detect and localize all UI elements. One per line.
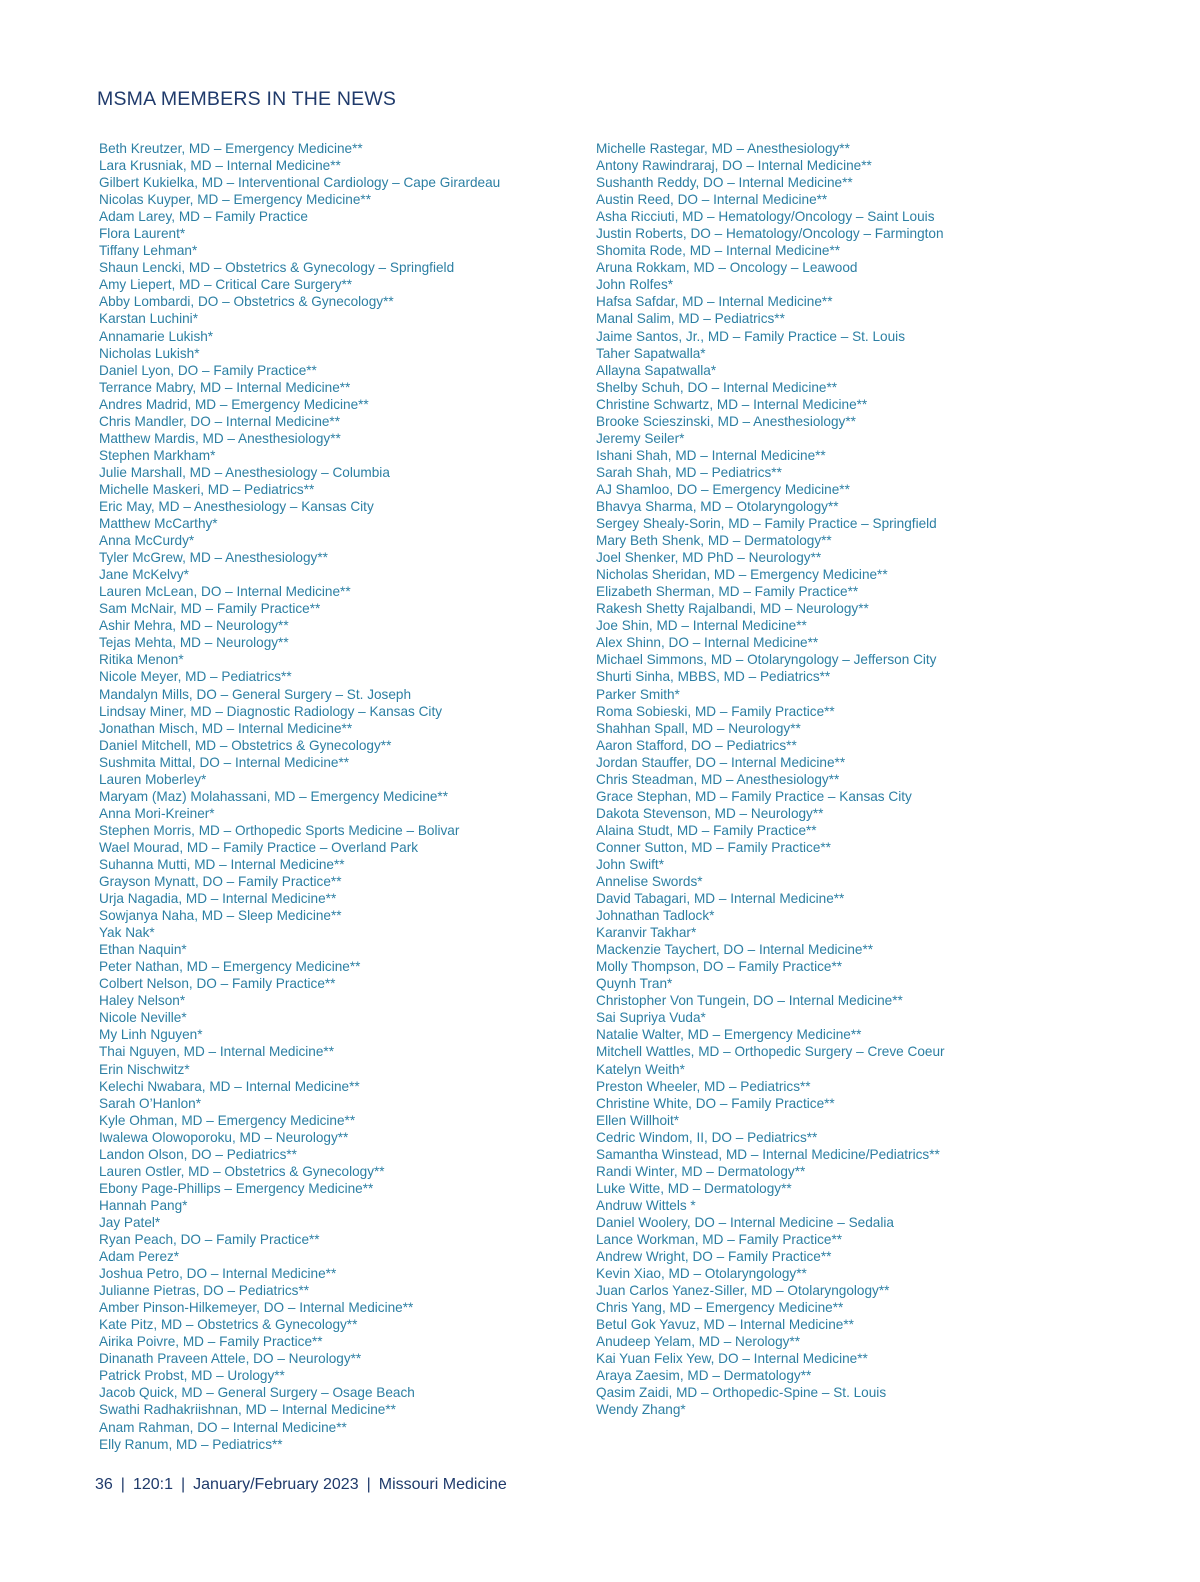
member-entry: Conner Sutton, MD – Family Practice** [596,839,831,855]
member-entry: Michelle Maskeri, MD – Pediatrics** [99,481,315,497]
member-entry: Peter Nathan, MD – Emergency Medicine** [99,959,361,975]
issue-date: January/February 2023 [193,1476,359,1493]
member-entry: Grace Stephan, MD – Family Practice – Kansas City [596,788,912,804]
member-entry: Julie Marshall, MD – Anesthesiology – Columbia [99,464,390,480]
member-entry: Lara Krusniak, MD – Internal Medicine** [99,158,341,174]
footer-separator: | [181,1476,186,1493]
member-entry: My Linh Nguyen* [99,1027,203,1043]
member-entry: Elizabeth Sherman, MD – Family Practice** [596,584,859,600]
member-entry: Beth Kreutzer, MD – Emergency Medicine** [99,141,363,156]
member-entry: Lance Workman, MD – Family Practice** [596,1232,843,1247]
member-entry: Eric May, MD – Anesthesiology – Kansas City [99,498,374,514]
member-entry: Mitchell Wattles, MD – Orthopedic Surgery – Creve Coeur [596,1044,945,1060]
member-entry: Jonathan Misch, MD – Internal Medicine** [99,720,353,736]
member-entry: Terrance Mabry, MD – Internal Medicine** [99,379,351,395]
member-entry: Lindsay Miner, MD – Diagnostic Radiology – Kansas City [99,703,443,719]
member-entry: Daniel Mitchell, MD – Obstetrics & Gynecology** [99,737,392,753]
member-entry: Joe Shin, MD – Internal Medicine** [596,618,807,634]
member-entry: Airika Poivre, MD – Family Practice** [99,1334,323,1350]
member-entry: Kyle Ohman, MD – Emergency Medicine** [99,1112,356,1128]
member-entry: Thai Nguyen, MD – Internal Medicine** [99,1044,334,1060]
member-entry: Nicholas Lukish* [99,345,200,361]
member-entry: Grayson Mynatt, DO – Family Practice** [99,874,342,890]
member-entry: Shelby Schuh, DO – Internal Medicine** [596,379,838,395]
member-entry: Anna Mori-Kreiner* [99,805,215,821]
member-entry: Brooke Scieszinski, MD – Anesthesiology** [596,413,856,429]
member-entry: Sushanth Reddy, DO – Internal Medicine** [596,175,853,191]
member-entry: Annelise Swords* [596,874,703,890]
member-entry: Chris Steadman, MD – Anesthesiology** [596,771,840,787]
member-entry: Chris Yang, MD – Emergency Medicine** [596,1300,844,1316]
member-entry: Cedric Windom, II, DO – Pediatrics** [596,1129,818,1145]
member-entry: Shaun Lencki, MD – Obstetrics & Gynecology – Springfield [99,260,455,276]
member-entry: Jaime Santos, Jr., MD – Family Practice – St. Louis [596,328,905,344]
member-entry: Tejas Mehta, MD – Neurology** [99,635,289,651]
member-entry: Johnathan Tadlock* [596,908,715,924]
member-entry: Landon Olson, DO – Pediatrics** [99,1146,297,1162]
member-entry: Aruna Rokkam, MD – Oncology – Leawood [596,260,858,276]
member-entry: David Tabagari, MD – Internal Medicine** [596,891,845,907]
member-entry: Justin Roberts, DO – Hematology/Oncology – Farmington [596,226,944,242]
member-entry: Suhanna Mutti, MD – Internal Medicine** [99,856,345,872]
member-entry: Andrew Wright, DO – Family Practice** [596,1249,832,1265]
member-entry: Dakota Stevenson, MD – Neurology** [596,805,824,821]
member-entry: Daniel Lyon, DO – Family Practice** [99,362,317,378]
member-entry: Daniel Woolery, DO – Internal Medicine – Sedalia [596,1214,894,1230]
member-entry: Karanvir Takhar* [596,925,697,941]
member-entry: Shahhan Spall, MD – Neurology** [596,720,801,736]
member-entry: Ryan Peach, DO – Family Practice** [99,1232,320,1247]
member-entry: Joshua Petro, DO – Internal Medicine** [99,1266,337,1282]
page-title: MSMA MEMBERS IN THE NEWS [97,88,397,110]
member-entry: Sushmita Mittal, DO – Internal Medicine** [99,754,350,770]
member-entry: Yak Nak* [99,925,155,941]
member-entry: Andres Madrid, MD – Emergency Medicine** [99,396,369,412]
member-entry: Ashir Mehra, MD – Neurology** [99,618,289,634]
member-entry: Tyler McGrew, MD – Anesthesiology** [99,550,328,566]
member-entry: Qasim Zaidi, MD – Orthopedic-Spine – St. Louis [596,1385,887,1401]
member-entry: Katelyn Weith* [596,1061,685,1077]
member-entry: Dinanath Praveen Attele, DO – Neurology** [99,1351,362,1367]
member-entry: Swathi Radhakriishnan, MD – Internal Medicine** [99,1402,396,1418]
member-entry: Stephen Morris, MD – Orthopedic Sports Medicine – Bolivar [99,822,460,838]
page-footer [95,1476,507,1494]
member-entry: Matthew McCarthy* [99,516,218,532]
member-entry: Araya Zaesim, MD – Dermatology** [596,1368,812,1384]
member-entry: Wendy Zhang* [596,1402,686,1418]
member-entry: Ethan Naquin* [99,942,187,958]
member-entry: Mandalyn Mills, DO – General Surgery – St. Joseph [99,686,412,702]
member-entry: Alaina Studt, MD – Family Practice** [596,822,817,838]
member-entry: Anna McCurdy* [99,533,195,549]
member-entry: Antony Rawindraraj, DO – Internal Medicine** [596,158,872,174]
member-entry: Stephen Markham* [99,447,216,463]
member-entry: Gilbert Kukielka, MD – Interventional Cardiology – Cape Girardeau [99,175,501,191]
member-entry: Sarah O’Hanlon* [99,1095,202,1111]
member-entry: Amber Pinson-Hilkemeyer, DO – Internal Medicine** [99,1300,414,1316]
member-entry: Sergey Shealy-Sorin, MD – Family Practice – Springfield [596,516,937,532]
publication-name: Missouri Medicine [378,1476,507,1493]
member-entry: Jane McKelvy* [99,567,189,583]
member-entry: Kevin Xiao, MD – Otolaryngology** [596,1266,807,1282]
member-entry: Kelechi Nwabara, MD – Internal Medicine** [99,1078,360,1094]
member-entry: Rakesh Shetty Rajalbandi, MD – Neurology** [596,601,869,617]
member-entry: Aaron Stafford, DO – Pediatrics** [596,737,797,753]
member-entry: Wael Mourad, MD – Family Practice – Overland Park [99,839,419,855]
member-entry: Amy Liepert, MD – Critical Care Surgery** [99,277,353,293]
footer-separator: | [366,1476,371,1493]
member-entry: Chris Mandler, DO – Internal Medicine** [99,413,341,429]
member-entry: Taher Sapatwalla* [596,345,706,361]
member-entry: Andruw Wittels * [596,1197,696,1213]
member-entry: Austin Reed, DO – Internal Medicine** [596,192,828,208]
member-entry: Molly Thompson, DO – Family Practice** [596,959,843,975]
member-entry: Lauren Ostler, MD – Obstetrics & Gynecology** [99,1163,385,1179]
member-entry: Hannah Pang* [99,1197,188,1213]
member-entry: Abby Lombardi, DO – Obstetrics & Gynecology** [99,294,394,310]
member-entry: Samantha Winstead, MD – Internal Medicine/Pediatrics** [596,1146,940,1162]
member-entry: Jay Patel* [99,1214,161,1230]
member-entry: Preston Wheeler, MD – Pediatrics** [596,1078,811,1094]
member-entry: Sai Supriya Vuda* [596,1010,706,1026]
member-entry: Juan Carlos Yanez-Siller, MD – Otolaryngology** [596,1283,890,1299]
member-entry: Nicole Neville* [99,1010,187,1026]
member-entry: Shomita Rode, MD – Internal Medicine** [596,243,841,259]
member-entry: Sowjanya Naha, MD – Sleep Medicine** [99,908,342,924]
member-entry: Colbert Nelson, DO – Family Practice** [99,976,336,992]
member-entry: Ishani Shah, MD – Internal Medicine** [596,447,826,463]
member-entry: Kate Pitz, MD – Obstetrics & Gynecology** [99,1317,358,1333]
member-entry: Iwalewa Olowoporoku, MD – Neurology** [99,1129,349,1145]
member-entry: Maryam (Maz) Molahassani, MD – Emergency Medicine** [99,788,449,804]
member-entry: Michael Simmons, MD – Otolaryngology – Jefferson City [596,652,937,668]
footer-separator: | [120,1476,125,1493]
member-entry: Christine White, DO – Family Practice** [596,1095,835,1111]
member-entry: Patrick Probst, MD – Urology** [99,1368,285,1384]
member-entry: Mary Beth Shenk, MD – Dermatology** [596,533,832,549]
member-entry: Lauren McLean, DO – Internal Medicine** [99,584,351,600]
member-entry: Roma Sobieski, MD – Family Practice** [596,703,835,719]
member-entry: Adam Larey, MD – Family Practice [99,209,308,225]
member-entry: Anam Rahman, DO – Internal Medicine** [99,1419,347,1435]
member-entry: Shurti Sinha, MBBS, MD – Pediatrics** [596,669,831,685]
member-entry: Asha Ricciuti, MD – Hematology/Oncology – Saint Louis [596,209,935,225]
issue-number: 120:1 [132,1476,173,1493]
member-entry: Mackenzie Taychert, DO – Internal Medicine** [596,942,874,958]
member-entry: Allayna Sapatwalla* [596,362,717,378]
member-entry: Ritika Menon* [99,652,184,668]
member-entry: Quynh Tran* [596,976,673,992]
member-entry: Lauren Moberley* [99,771,207,787]
member-entry: Jacob Quick, MD – General Surgery – Osage Beach [99,1385,415,1401]
member-entry: Jordan Stauffer, DO – Internal Medicine** [596,754,846,770]
member-entry: Hafsa Safdar, MD – Internal Medicine** [596,294,833,310]
member-entry: Sam McNair, MD – Family Practice** [99,601,321,617]
member-entry: Matthew Mardis, MD – Anesthesiology** [99,430,341,446]
member-entry: Nicolas Kuyper, MD – Emergency Medicine** [99,192,371,208]
member-entry: Sarah Shah, MD – Pediatrics** [596,464,782,480]
member-entry: Ebony Page-Phillips – Emergency Medicine** [99,1180,374,1196]
member-entry: Adam Perez* [99,1249,180,1265]
member-list-right [596,140,1016,1419]
member-entry: Anudeep Yelam, MD – Nerology** [596,1334,801,1350]
member-entry: Joel Shenker, MD PhD – Neurology** [596,550,822,566]
member-entry: Bhavya Sharma, MD – Otolaryngology** [596,498,839,514]
member-entry: AJ Shamloo, DO – Emergency Medicine** [596,481,850,497]
member-entry: Luke Witte, MD – Dermatology** [596,1180,792,1196]
member-entry: Flora Laurent* [99,226,186,242]
member-entry: Tiffany Lehman* [99,243,198,259]
member-entry: Jeremy Seiler* [596,430,685,446]
member-entry: Haley Nelson* [99,993,186,1009]
member-entry: Ellen Willhoit* [596,1112,680,1128]
member-entry: Elly Ranum, MD – Pediatrics** [99,1436,283,1452]
member-entry: Randi Winter, MD – Dermatology** [596,1163,806,1179]
member-entry: Alex Shinn, DO – Internal Medicine** [596,635,819,651]
member-list-left [99,140,574,1453]
member-entry: Natalie Walter, MD – Emergency Medicine** [596,1027,862,1043]
member-entry: Michelle Rastegar, MD – Anesthesiology** [596,141,850,156]
page-number: 36 [95,1476,113,1493]
member-entry: Manal Salim, MD – Pediatrics** [596,311,785,327]
member-entry: Kai Yuan Felix Yew, DO – Internal Medicine** [596,1351,868,1367]
member-entry: Christine Schwartz, MD – Internal Medicine** [596,396,868,412]
member-entry: Urja Nagadia, MD – Internal Medicine** [99,891,337,907]
member-entry: Erin Nischwitz* [99,1061,190,1077]
member-entry: Christopher Von Tungein, DO – Internal Medicine** [596,993,903,1009]
member-entry: Karstan Luchini* [99,311,198,327]
member-entry: John Swift* [596,856,665,872]
member-entry: Nicholas Sheridan, MD – Emergency Medicine** [596,567,888,583]
member-entry: Julianne Pietras, DO – Pediatrics** [99,1283,310,1299]
member-entry: Parker Smith* [596,686,680,702]
member-entry: Betul Gok Yavuz, MD – Internal Medicine** [596,1317,854,1333]
member-entry: John Rolfes* [596,277,674,293]
member-entry: Annamarie Lukish* [99,328,214,344]
member-entry: Nicole Meyer, MD – Pediatrics** [99,669,292,685]
